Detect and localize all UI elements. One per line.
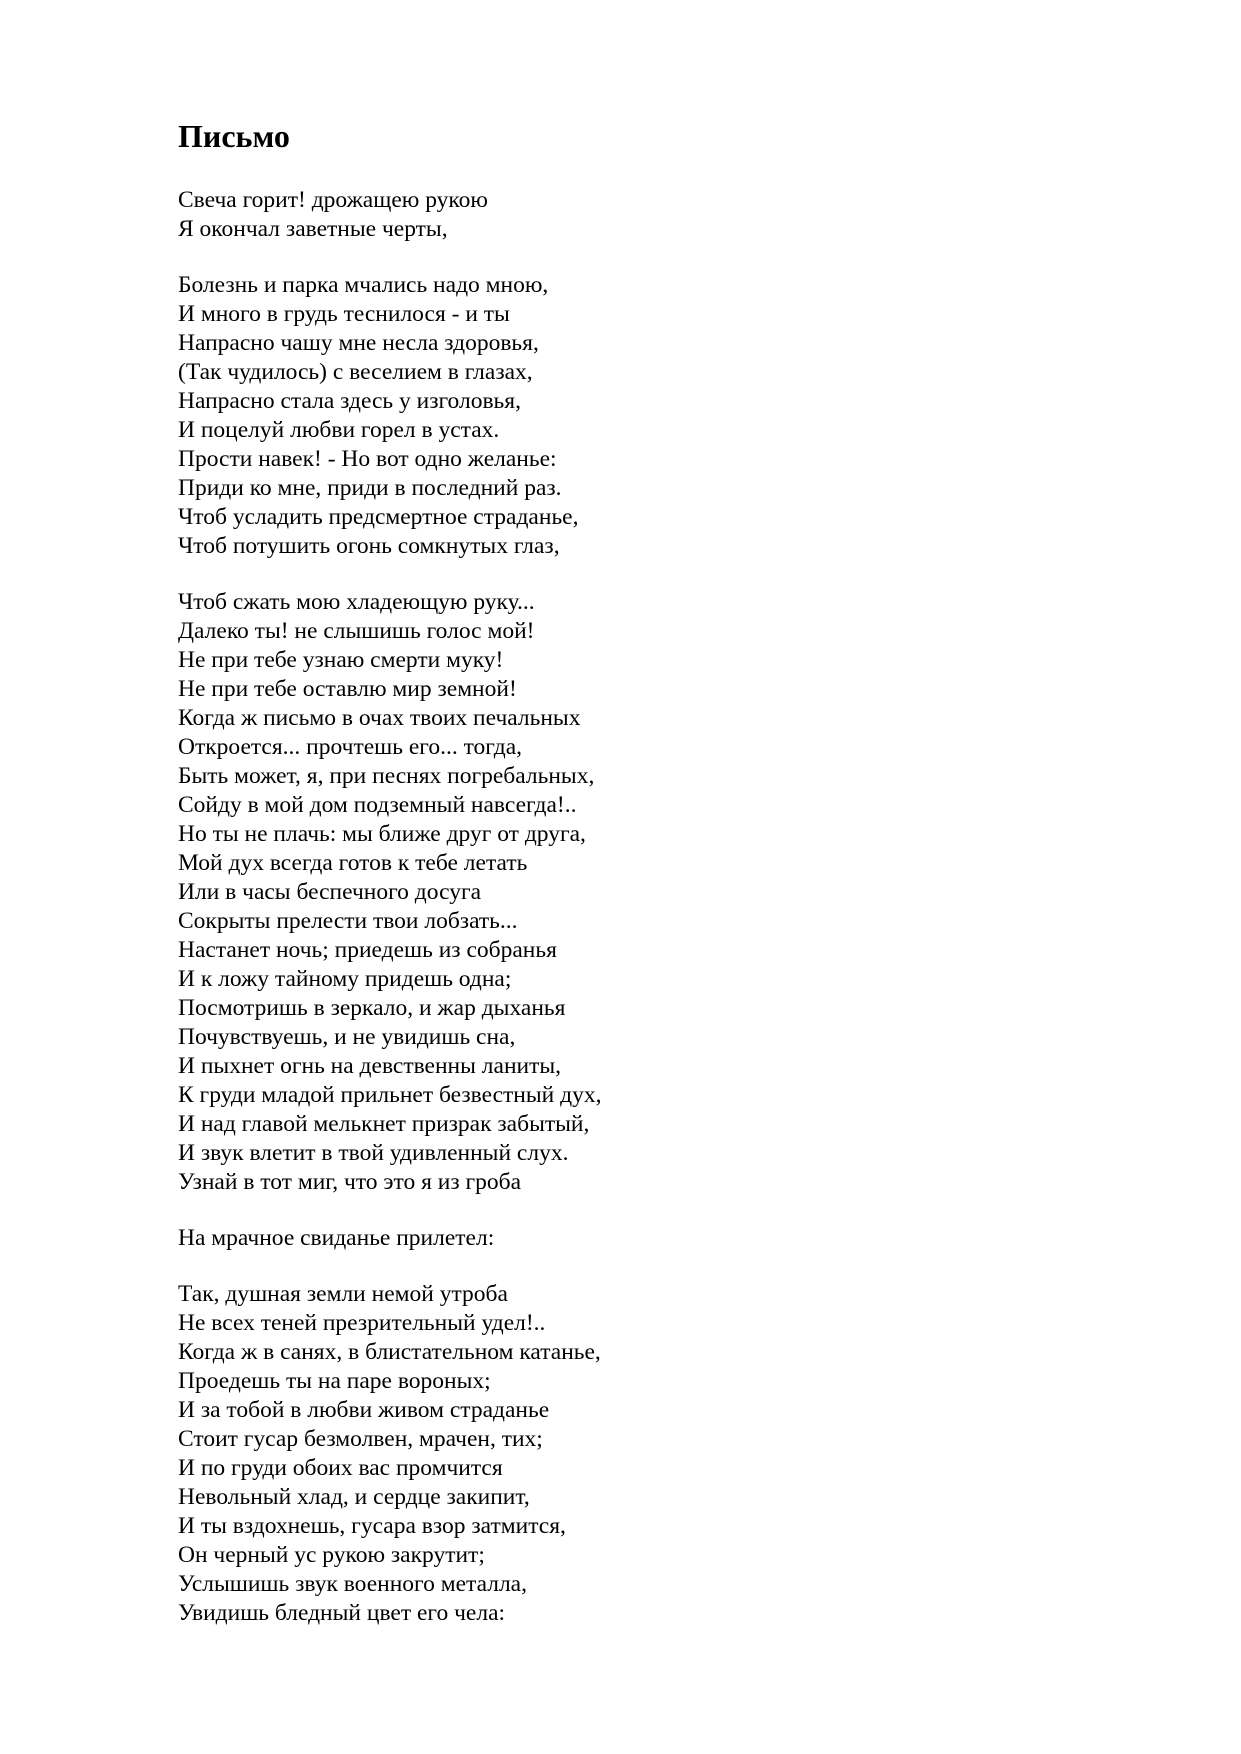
poem-line: Посмотришь в зеркало, и жар дыханья — [178, 995, 566, 1021]
poem-line: Не при тебе узнаю смерти муку! — [178, 647, 504, 673]
document-title: Письмо — [178, 118, 290, 154]
poem-line: Он черный ус рукою закрутит; — [178, 1542, 485, 1568]
poem-line: Я окончал заветные черты, — [178, 216, 448, 242]
poem-line: Услышишь звук военного металла, — [178, 1571, 527, 1597]
poem-line: (Так чудилось) с веселием в глазах, — [178, 359, 533, 385]
poem-line: Увидишь бледный цвет его чела: — [178, 1600, 506, 1626]
poem-line: Напрасно стала здесь у изголовья, — [178, 388, 521, 414]
poem-line: Когда ж в санях, в блистательном катанье, — [178, 1339, 601, 1365]
poem-line: Мой дух всегда готов к тебе летать — [178, 850, 528, 876]
poem-line: Чтоб потушить огонь сомкнутых глаз, — [178, 533, 560, 559]
poem-line: Почувствуешь, и не увидишь сна, — [178, 1024, 516, 1050]
poem-line: Напрасно чашу мне несла здоровья, — [178, 330, 539, 356]
poem-line: И над главой мелькнет призрак забытый, — [178, 1111, 590, 1137]
poem-line: Не при тебе оставлю мир земной! — [178, 676, 517, 702]
poem-body — [178, 186, 601, 1628]
poem-line: Свеча горит! дрожащею рукою — [178, 187, 488, 213]
poem-line: Не всех теней презрительный удел!.. — [178, 1310, 546, 1336]
poem-line: И пыхнет огнь на девственны ланиты, — [178, 1053, 562, 1079]
poem-line: Приди ко мне, приди в последний раз. — [178, 475, 562, 501]
poem-line: И звук влетит в твой удивленный слух. — [178, 1140, 569, 1166]
poem-line: Невольный хлад, и сердце закипит, — [178, 1484, 530, 1510]
poem-line: Чтоб сжать мою хладеющую руку... — [178, 589, 535, 615]
stanza-break — [178, 1197, 601, 1224]
poem-line: Прости навек! - Но вот одно желанье: — [178, 446, 557, 472]
poem-line: Сокрыты прелести твои лобзать... — [178, 908, 518, 934]
poem-line: Когда ж письмо в очах твоих печальных — [178, 705, 581, 731]
stanza-break — [178, 1253, 601, 1280]
poem-line: Настанет ночь; приедешь из собранья — [178, 937, 557, 963]
poem-line: Далеко ты! не слышишь голос мой! — [178, 618, 535, 644]
poem-line: И по груди обоих вас промчится — [178, 1455, 503, 1481]
poem-line: К груди младой прильнет безвестный дух, — [178, 1082, 602, 1108]
poem-line: Быть может, я, при песнях погребальных, — [178, 763, 595, 789]
poem-line: Откроется... прочтешь его... тогда, — [178, 734, 523, 760]
poem-line: Но ты не плачь: мы ближе друг от друга, — [178, 821, 586, 847]
poem-line: И ты вздохнешь, гусара взор затмится, — [178, 1513, 566, 1539]
poem-line: Стоит гусар безмолвен, мрачен, тих; — [178, 1426, 543, 1452]
poem-line: И много в грудь теснилося - и ты — [178, 301, 510, 327]
poem-line: Проедешь ты на паре вороных; — [178, 1368, 491, 1394]
poem-line: И к ложу тайному придешь одна; — [178, 966, 512, 992]
poem-line: Узнай в тот миг, что это я из гроба — [178, 1169, 522, 1195]
poem-line: И за тобой в любви живом страданье — [178, 1397, 550, 1423]
poem-line: Так, душная земли немой утроба — [178, 1281, 508, 1307]
poem-line: Или в часы беспечного досуга — [178, 879, 482, 905]
poem-line: Чтоб усладить предсмертное страданье, — [178, 504, 579, 530]
stanza-break — [178, 561, 601, 588]
poem-line: И поцелуй любви горел в устах. — [178, 417, 500, 443]
poem-line: Болезнь и парка мчались надо мною, — [178, 272, 549, 298]
poem-line: На мрачное свиданье прилетел: — [178, 1225, 495, 1251]
stanza-break — [178, 244, 601, 271]
poem-line: Сойду в мой дом подземный навсегда!.. — [178, 792, 577, 818]
